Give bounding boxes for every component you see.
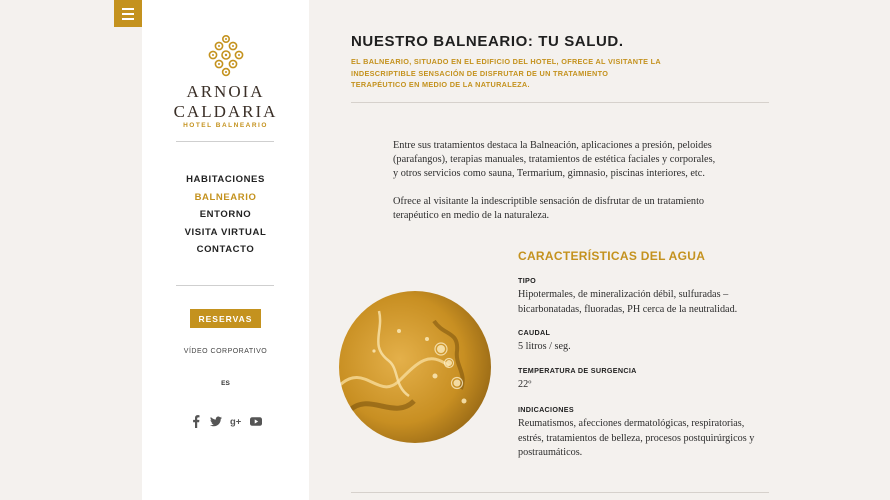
- left-margin: [0, 0, 142, 500]
- google-plus-icon[interactable]: [230, 414, 242, 428]
- page-subtitle: EL BALNEARIO, SITUADO EN EL EDIFICIO DEL HOTEL, OFRECE AL VISITANTE LA INDESCRIPTIBLE SENSACIÓN DE DISFRUTAR DE UN TRATAMIENTO TERAPÉUTICO EN MEDIO DE LA NATURALEZA.: [351, 57, 661, 89]
- spiral-cluster-logo-icon: [208, 34, 244, 78]
- svg-text:g+: g+: [229, 415, 241, 427]
- water-splash-icon: [339, 291, 491, 443]
- nav-item-contacto[interactable]: CONTACTO: [196, 244, 255, 255]
- spec-indicaciones: INDICACIONES Reumatismos, afecciones dermatológicas, respiratorias, estrés, tratamientos de belleza, procesos postquirúrgicos y postraumáticos.: [518, 405, 755, 458]
- spec-tipo: TIPO Hipotermales, de mineralización débil, sulfuradas – bicarbonatadas, fluoradas, PH cerca de la neutralidad.: [518, 276, 738, 315]
- intro-paragraph: Entre sus tratamientos destaca la Balneación, aplicaciones a presión, peloides (parafangos), terapias manuales, tratamientos de estética faciales y corporales, y otros servicios como sauna, Termarium, gimnasio, piscinas interiores, etc.: [393, 140, 716, 179]
- nav-item-balneario[interactable]: BALNEARIO: [194, 191, 257, 203]
- youtube-icon[interactable]: [250, 414, 262, 428]
- brand-tagline: HOTEL BALNEARIO: [183, 122, 268, 129]
- video-corporativo-link[interactable]: VÍDEO CORPORATIVO: [183, 348, 268, 355]
- main-nav: [142, 171, 309, 259]
- divider: [176, 141, 274, 142]
- water-splash-image: [339, 291, 491, 443]
- spec-caudal: CAUDAL 5 litros / seg.: [518, 328, 571, 352]
- reservas-button[interactable]: RESERVAS: [190, 309, 261, 328]
- main-content: [309, 0, 890, 500]
- twitter-icon[interactable]: [210, 414, 222, 428]
- nav-item-entorno[interactable]: ENTORNO: [199, 209, 252, 220]
- nav-item-habitaciones[interactable]: HABITACIONES: [186, 174, 265, 185]
- facebook-icon[interactable]: [190, 414, 202, 428]
- divider: [351, 102, 769, 103]
- divider: [176, 285, 274, 286]
- language-selector[interactable]: ES: [221, 380, 230, 387]
- sidebar: [142, 0, 309, 500]
- divider: [351, 492, 769, 493]
- secondary-paragraph: Ofrece al visitante la indescriptible sensación de disfrutar de un tratamiento terapéutico en medio de la naturaleza.: [393, 196, 705, 221]
- hamburger-icon: [122, 8, 134, 10]
- section-title: CARACTERÍSTICAS DEL AGUA: [518, 249, 706, 263]
- nav-item-visita-virtual[interactable]: VISITA VIRTUAL: [184, 226, 267, 238]
- spec-temperatura: TEMPERATURA DE SURGENCIA 22º: [518, 366, 637, 390]
- brand-name: ARNOIA CALDARIA: [173, 82, 278, 121]
- page-title: NUESTRO BALNEARIO: TU SALUD.: [351, 33, 624, 50]
- logo[interactable]: [142, 34, 309, 129]
- menu-button[interactable]: [114, 0, 142, 27]
- social-links: [142, 414, 309, 428]
